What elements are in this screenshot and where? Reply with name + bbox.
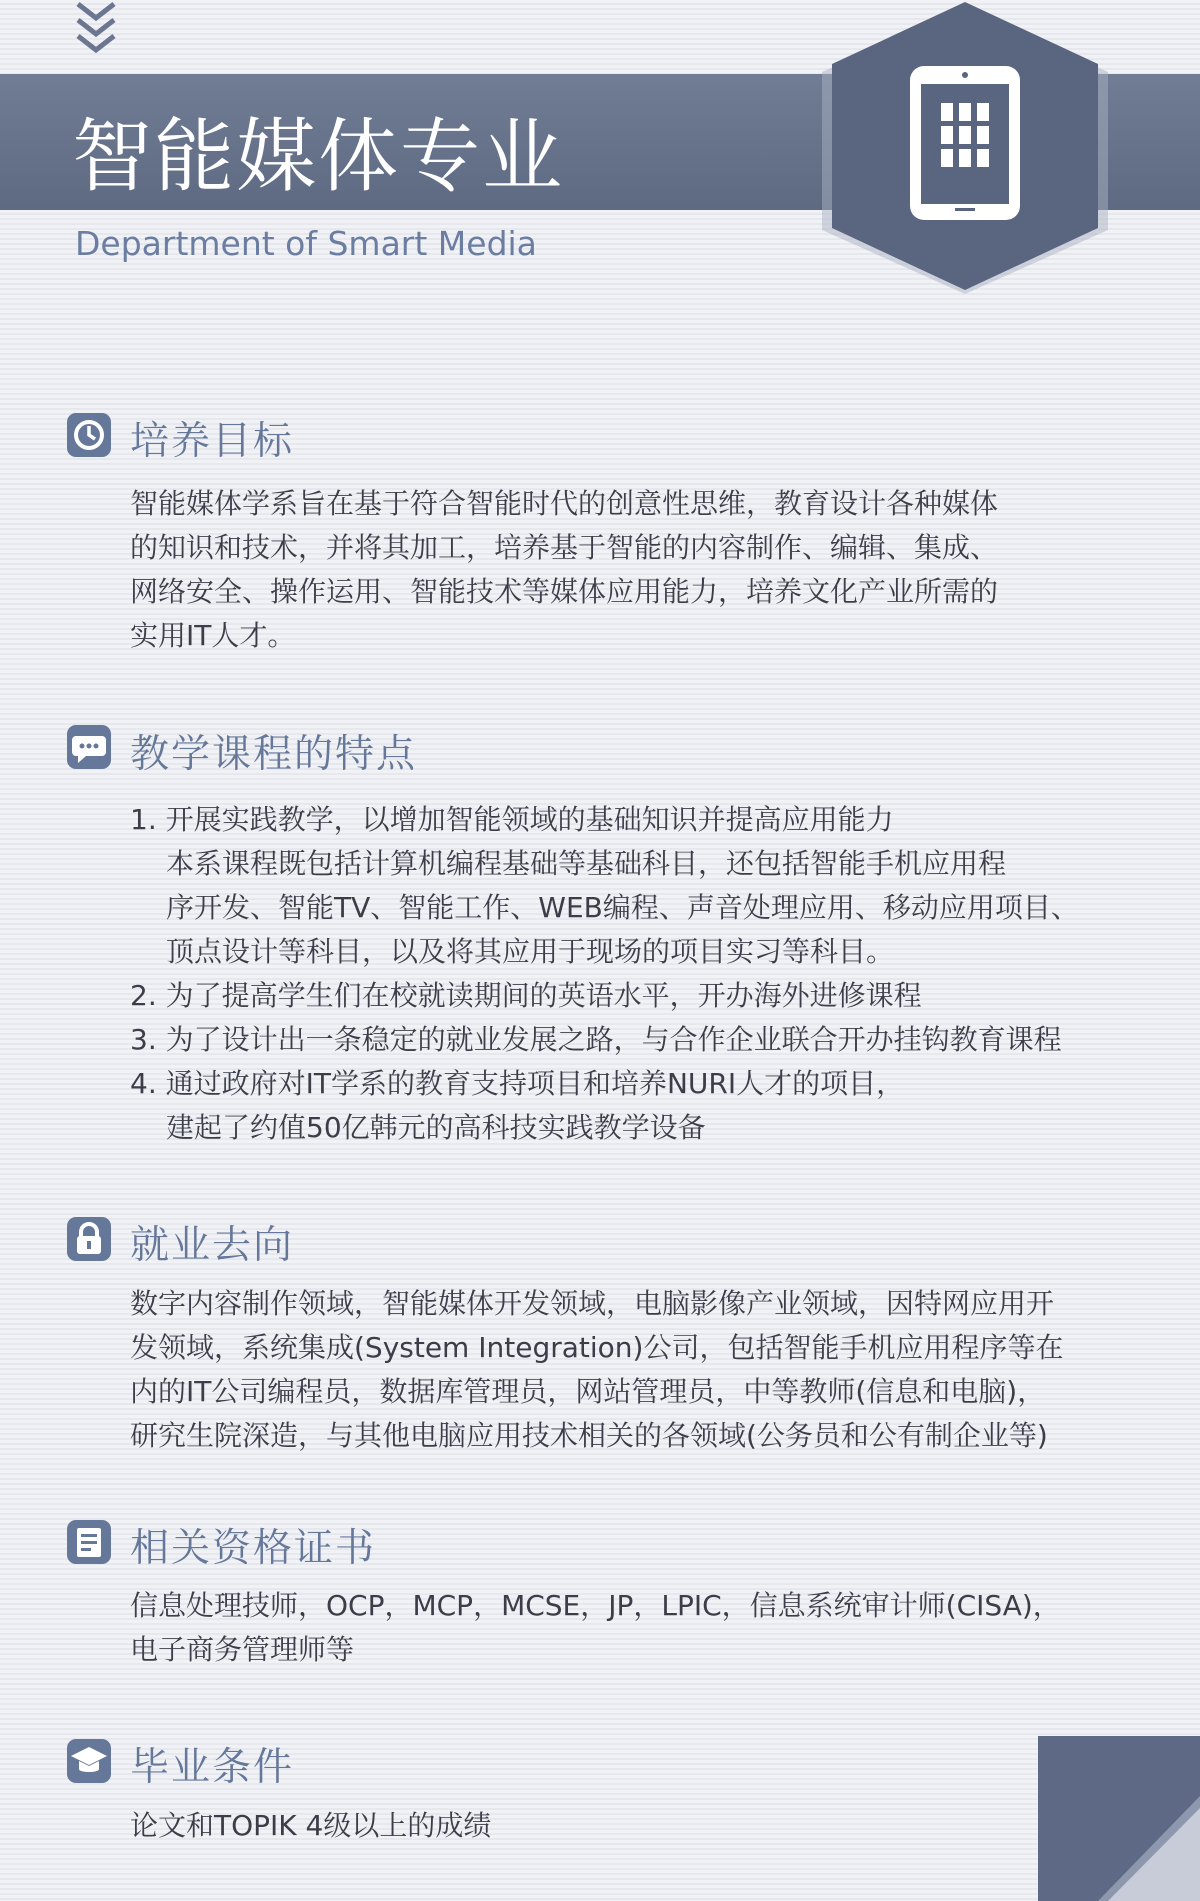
career-line: 内的IT公司编程员，数据库管理员，网站管理员，中等教师(信息和电脑)， <box>130 1375 1046 1408</box>
list-item: 1. 开展实践教学，以增加智能领域的基础知识并提高应用能力 <box>130 803 894 836</box>
lock-icon <box>66 1216 112 1262</box>
section-title-certificates: 相关资格证书 <box>130 1526 377 1571</box>
list-item-detail: 本系课程既包括计算机编程基础等基础科目，还包括智能手机应用程 <box>166 847 1007 880</box>
list-item: 4. 通过政府对IT学系的教育支持项目和培养NURI人才的项目， <box>130 1067 905 1100</box>
list-item: 2. 为了提高学生们在校就读期间的英语水平，开办海外进修课程 <box>130 979 922 1012</box>
page-title: 智能媒体专业 <box>72 110 564 203</box>
goals-paragraph <box>130 482 998 658</box>
speech-bubble-icon <box>66 724 112 770</box>
certificates-line: 电子商务管理师等 <box>130 1633 355 1666</box>
section-title-graduation: 毕业条件 <box>130 1745 295 1790</box>
goals-line: 的知识和技术，并将其加工，培养基于智能的内容制作、编辑、集成、 <box>130 531 999 564</box>
document-icon <box>66 1519 112 1565</box>
page-subtitle: Department of Smart Media <box>75 224 537 263</box>
list-item: 3. 为了设计出一条稳定的就业发展之路，与合作企业联合开办挂钩教育课程 <box>130 1023 1062 1056</box>
goals-line: 智能媒体学系旨在基于符合智能时代的创意性思维，教育设计各种媒体 <box>130 487 999 520</box>
hexagon-badge <box>800 0 1130 300</box>
section-title-curriculum: 教学课程的特点 <box>130 732 418 777</box>
curriculum-list <box>130 798 1079 1150</box>
corner-decoration <box>1038 1736 1200 1901</box>
graduation-cap-icon <box>66 1738 112 1784</box>
career-line: 发领域，系统集成(System Integration)公司，包括智能手机应用程序等在 <box>130 1331 1064 1364</box>
graduation-paragraph <box>130 1804 491 1848</box>
list-item-detail: 顶点设计等科目，以及将其应用于现场的项目实习等科目。 <box>166 935 895 968</box>
career-paragraph <box>130 1282 1063 1458</box>
list-item-detail: 序开发、智能TV、智能工作、WEB编程、声音处理应用、移动应用项目、 <box>166 891 1079 924</box>
smartphone-icon <box>910 66 1020 220</box>
certificates-paragraph <box>130 1584 1061 1672</box>
list-item-detail: 建起了约值50亿韩元的高科技实践教学设备 <box>166 1111 706 1144</box>
career-line: 研究生院深造，与其他电脑应用技术相关的各领域(公务员和公有制企业等) <box>130 1419 1048 1452</box>
career-line: 数字内容制作领域，智能媒体开发领域，电脑影像产业领域，因特网应用开 <box>130 1287 1055 1320</box>
clock-icon <box>66 412 112 458</box>
goals-line: 实用IT人才。 <box>130 619 296 652</box>
certificates-line: 信息处理技师，OCP，MCP，MCSE，JP，LPIC，信息系统审计师(CISA)， <box>130 1589 1061 1622</box>
goals-line: 网络安全、操作运用、智能技术等媒体应用能力，培养文化产业所需的 <box>130 575 999 608</box>
section-title-goals: 培养目标 <box>130 419 295 464</box>
chevron-down-icon <box>74 0 118 56</box>
section-title-career: 就业去向 <box>130 1223 295 1268</box>
graduation-line: 论文和TOPIK 4级以上的成绩 <box>130 1809 492 1842</box>
